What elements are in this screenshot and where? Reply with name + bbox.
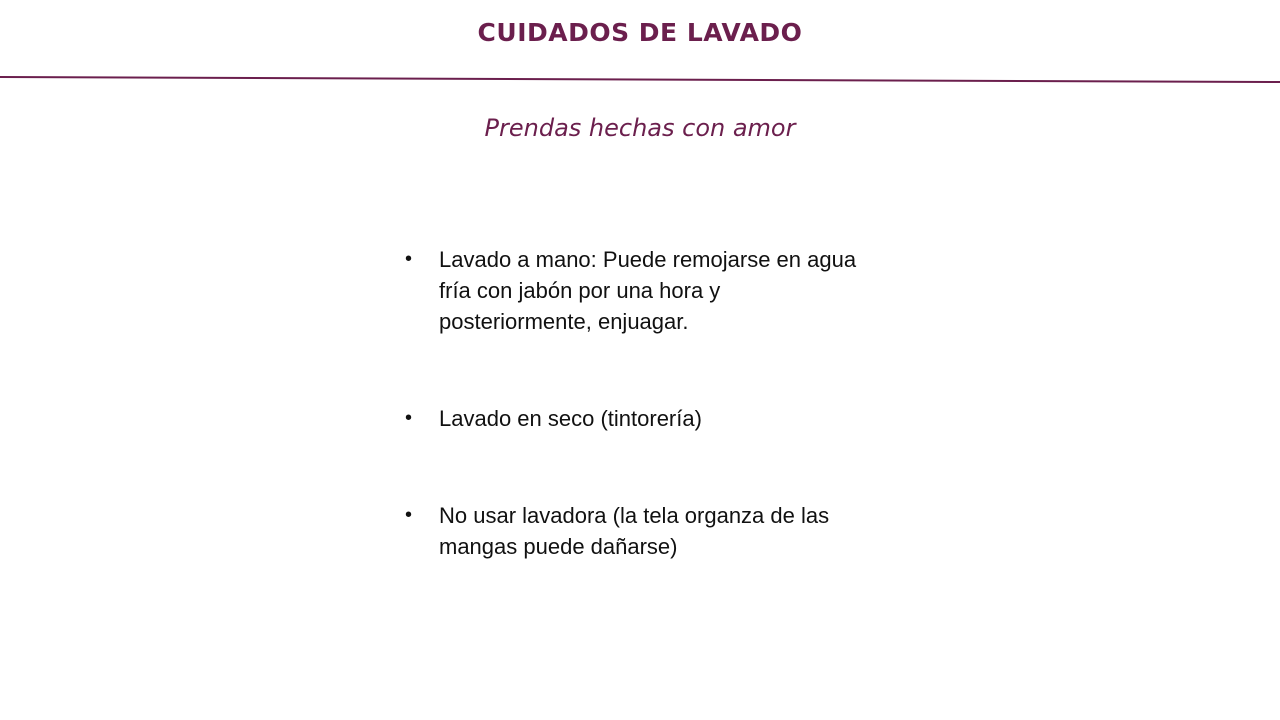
slide-title: CUIDADOS DE LAVADO	[477, 18, 803, 47]
title-divider	[0, 70, 1280, 86]
care-instructions-list	[405, 244, 875, 562]
bullet-icon: •	[405, 248, 413, 270]
list-item	[405, 403, 875, 434]
list-item-text: No usar lavadora (la tela organza de las mangas puede dañarse)	[439, 503, 830, 559]
slide-subtitle: Prendas hechas con amor	[484, 114, 796, 142]
bullet-icon: •	[405, 407, 413, 429]
list-item-text: Lavado a mano: Puede remojarse en agua fría con jabón por una hora y posteriormente, enjuagar.	[439, 247, 857, 334]
list-item-text: Lavado en seco (tintorería)	[439, 406, 702, 431]
list-item	[405, 244, 875, 337]
list-item	[405, 500, 875, 562]
bullet-icon: •	[405, 504, 413, 526]
